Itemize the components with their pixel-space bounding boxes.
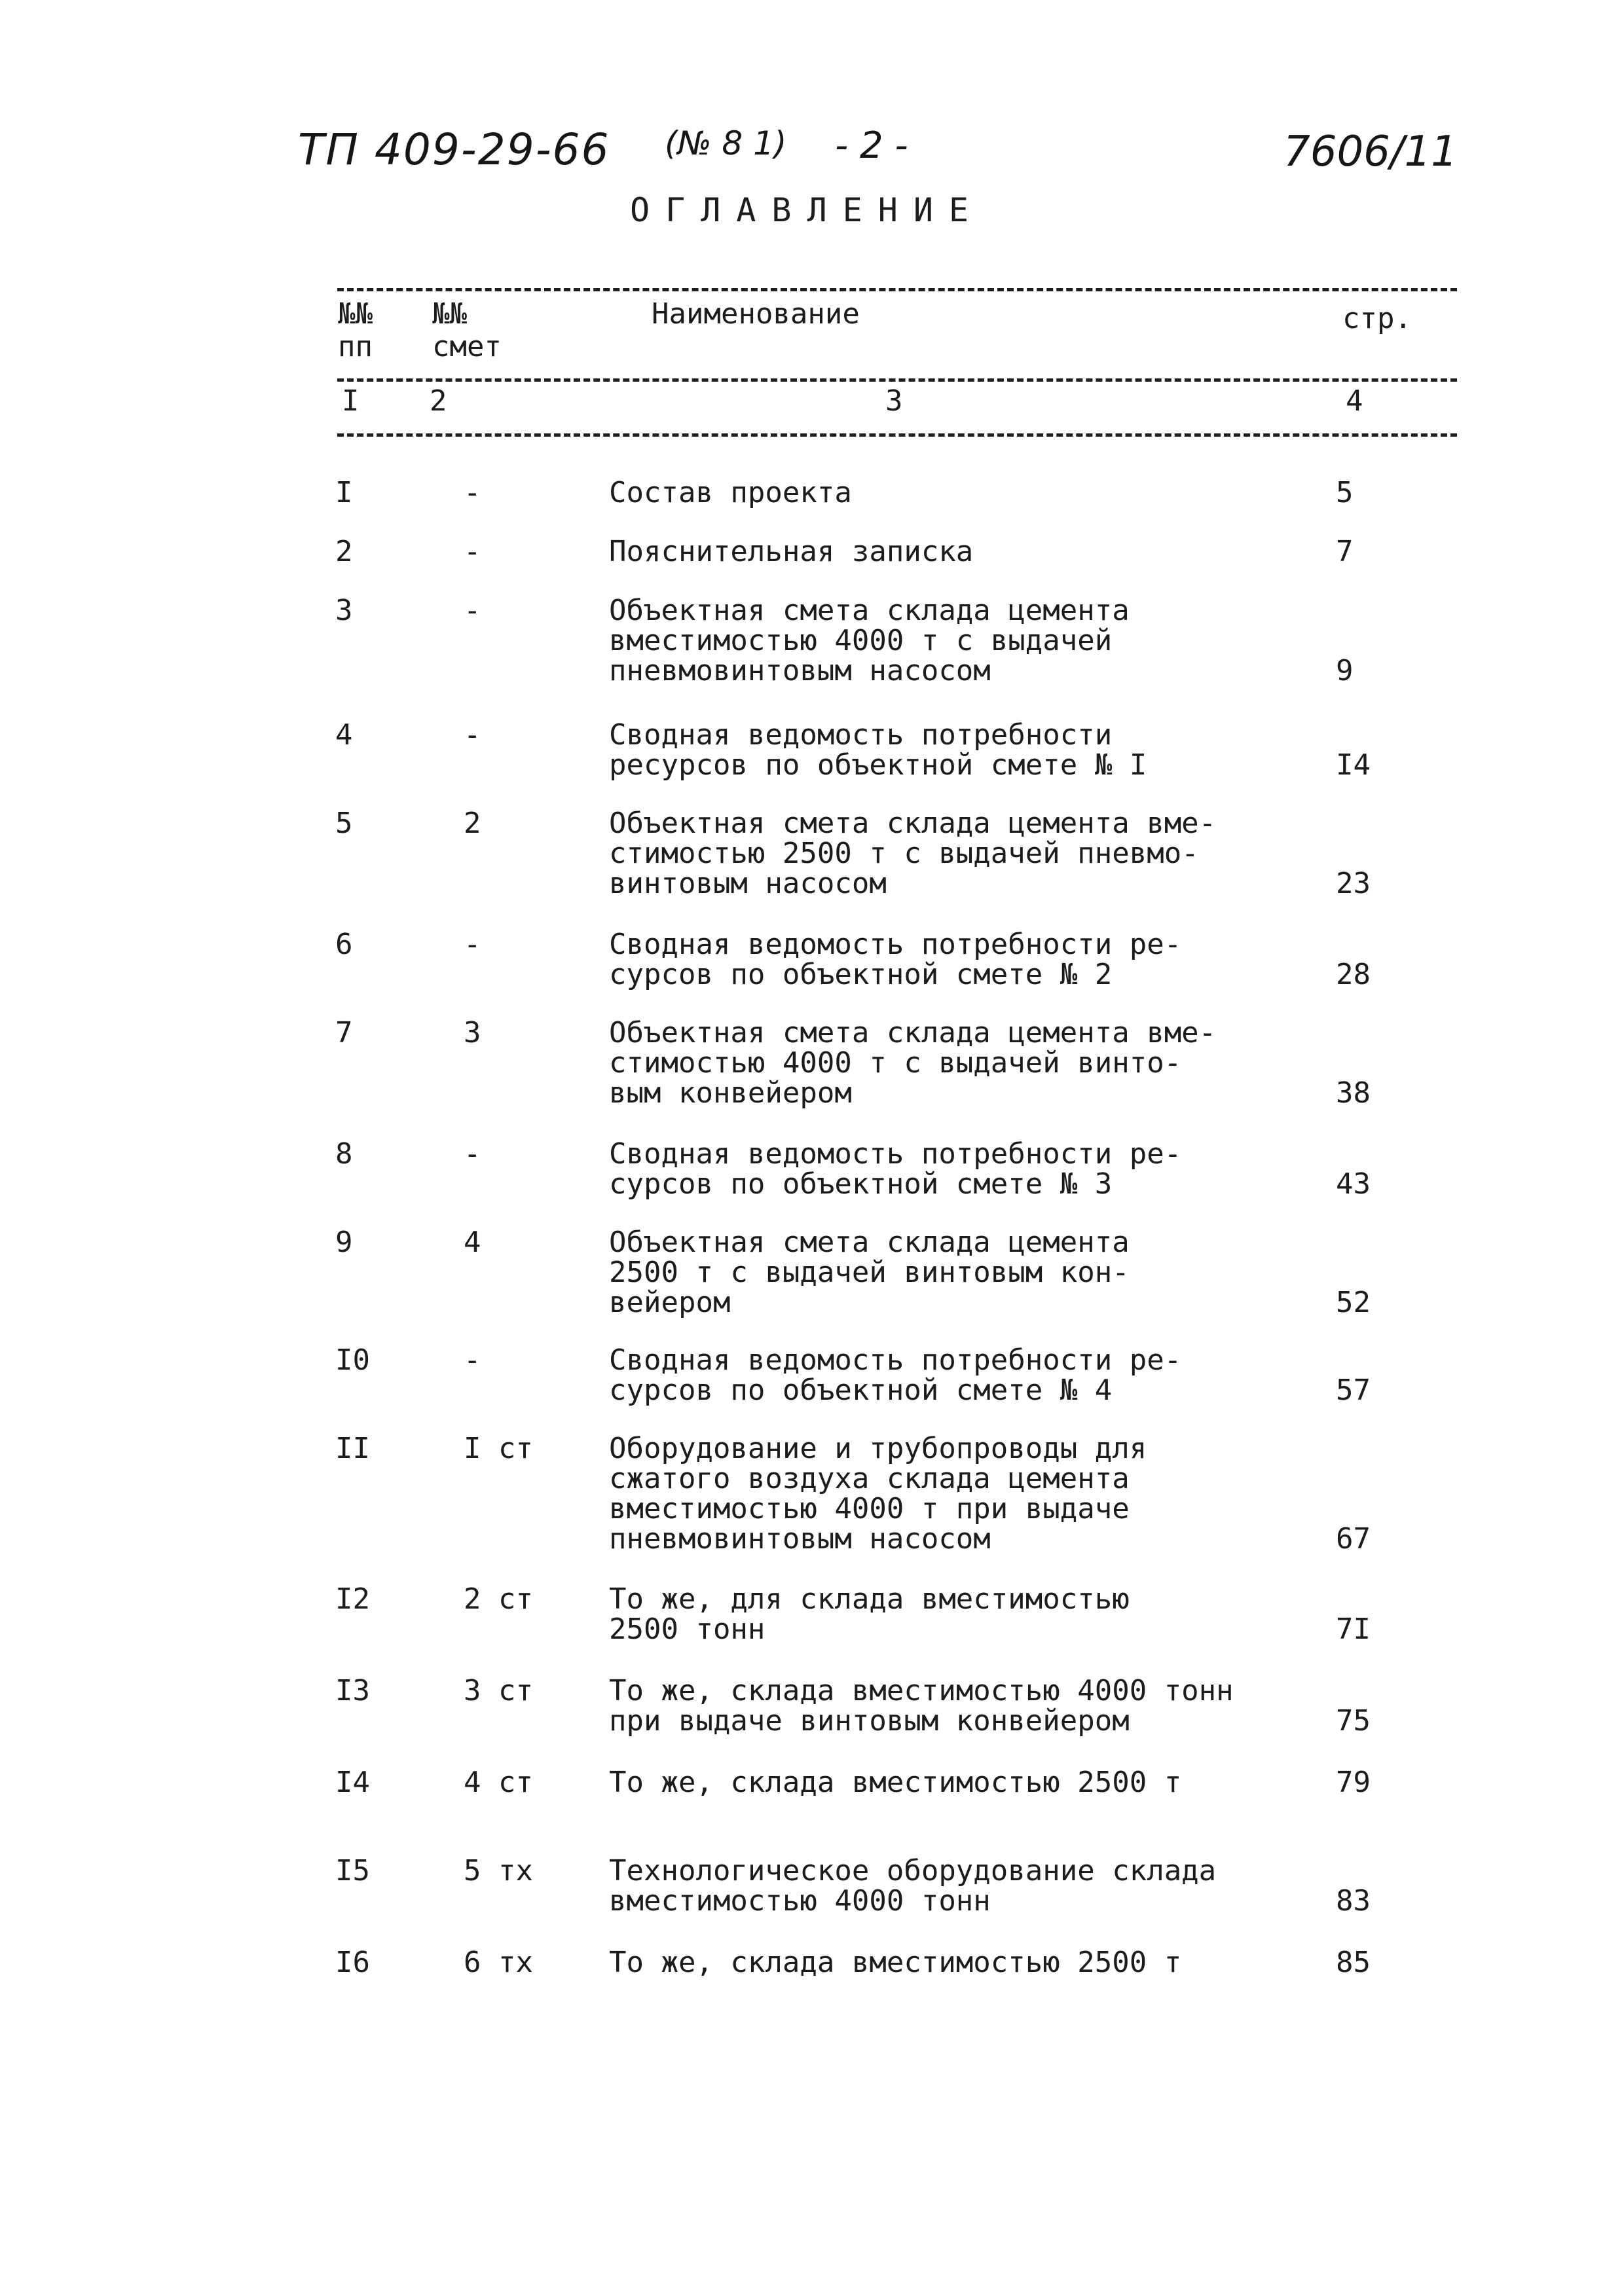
page-reference: 67 — [1336, 1522, 1371, 1556]
table-top-rule — [337, 288, 1457, 291]
page-reference: 75 — [1336, 1704, 1371, 1738]
row-number: I5 — [335, 1854, 370, 1887]
item-name: Объектная смета склада цемента 2500 т с выдачей винтовым кон- вейером — [609, 1226, 1130, 1319]
handwritten-note: (№ 8 1) — [665, 124, 787, 162]
page-reference: 28 — [1336, 958, 1371, 991]
estimate-number: - — [464, 535, 481, 568]
header-page: стр. — [1342, 302, 1412, 335]
item-name: Оборудование и трубопроводы для сжатого воздуха склада цемента вместимостью 4000 т при выдаче пневмовинтовым насосом — [609, 1432, 1147, 1556]
item-name: Технологическое оборудование склада вместимостью 4000 тонн — [609, 1854, 1217, 1918]
estimate-number: - — [464, 1137, 481, 1171]
column-number-3: 3 — [885, 384, 903, 418]
page-reference: 5 — [1336, 476, 1354, 509]
estimate-number: - — [464, 1343, 481, 1377]
item-name: Объектная смета склада цемента вме- стимостью 4000 т с выдачей винто- вым конвейером — [609, 1016, 1217, 1110]
column-numbers-rule — [337, 433, 1457, 437]
page-reference: 38 — [1336, 1076, 1371, 1110]
estimate-number: 5 тх — [464, 1854, 533, 1887]
page-reference: 85 — [1336, 1946, 1371, 1979]
row-number: 9 — [335, 1226, 353, 1259]
row-number: I — [335, 476, 353, 509]
item-name: Объектная смета склада цемента вме- стимостью 2500 т с выдачей пневмо- винтовым насосом — [609, 807, 1217, 900]
column-number-2: 2 — [430, 384, 447, 418]
column-number-4: 4 — [1346, 384, 1363, 418]
estimate-number: 6 тх — [464, 1946, 533, 1979]
page-reference: 57 — [1336, 1374, 1371, 1407]
estimate-number: - — [464, 718, 481, 752]
item-name: Пояснительная записка — [609, 535, 974, 568]
page-reference: 23 — [1336, 867, 1371, 900]
page-reference: I4 — [1336, 748, 1371, 782]
row-number: 3 — [335, 594, 353, 627]
row-number: 7 — [335, 1016, 353, 1049]
row-number: I4 — [335, 1766, 370, 1799]
estimate-number: 3 — [464, 1016, 481, 1049]
item-name: Объектная смета склада цемента вместимостью 4000 т с выдачей пневмовинтовым насосом — [609, 594, 1130, 687]
item-name: Сводная ведомость потребности ресурсов по объектной смете № I — [609, 718, 1147, 782]
estimate-number: - — [464, 594, 481, 627]
page-reference: 52 — [1336, 1286, 1371, 1319]
item-name: То же, склада вместимостью 4000 тонн при выдаче винтовым конвейером — [609, 1674, 1234, 1738]
page-reference: 7I — [1336, 1613, 1371, 1646]
item-name: Сводная ведомость потребности ре- сурсов по объектной смете № 2 — [609, 928, 1182, 991]
row-number: I3 — [335, 1674, 370, 1707]
page-reference: 9 — [1336, 654, 1354, 687]
estimate-number: I ст — [464, 1432, 533, 1465]
item-name: То же, для склада вместимостью 2500 тонн — [609, 1582, 1130, 1646]
row-number: 8 — [335, 1137, 353, 1171]
header-rule — [337, 378, 1457, 382]
estimate-number: 4 — [464, 1226, 481, 1259]
estimate-number: - — [464, 928, 481, 961]
row-number: II — [335, 1432, 370, 1465]
estimate-number: 3 ст — [464, 1674, 533, 1707]
item-name: Сводная ведомость потребности ре- сурсов по объектной смете № 3 — [609, 1137, 1182, 1201]
item-name: То же, склада вместимостью 2500 т — [609, 1946, 1182, 1979]
estimate-number: 4 ст — [464, 1766, 533, 1799]
header-name: Наименование — [652, 297, 860, 331]
page-reference: 79 — [1336, 1766, 1371, 1799]
row-number: I2 — [335, 1582, 370, 1616]
page-number: - 2 - — [835, 124, 908, 167]
header-row-number: №№ пп — [338, 297, 373, 363]
row-number: 2 — [335, 535, 353, 568]
item-name: Сводная ведомость потребности ре- сурсов по объектной смете № 4 — [609, 1343, 1182, 1407]
header-estimate-number: №№ смет — [432, 297, 502, 363]
item-name: Состав проекта — [609, 476, 852, 509]
page-reference: 7 — [1336, 535, 1354, 568]
item-name: То же, склада вместимостью 2500 т — [609, 1766, 1182, 1799]
row-number: 5 — [335, 807, 353, 840]
row-number: I0 — [335, 1343, 370, 1377]
estimate-number: 2 — [464, 807, 481, 840]
row-number: I6 — [335, 1946, 370, 1979]
page-title: ОГЛАВЛЕНИЕ — [630, 191, 985, 229]
row-number: 6 — [335, 928, 353, 961]
page-reference: 83 — [1336, 1884, 1371, 1918]
column-number-1: I — [342, 384, 360, 418]
estimate-number: - — [464, 476, 481, 509]
document-code: ТП 409-29-66 — [298, 124, 610, 175]
estimate-number: 2 ст — [464, 1582, 533, 1616]
sheet-id: 7606/11 — [1283, 128, 1458, 176]
page-reference: 43 — [1336, 1167, 1371, 1201]
row-number: 4 — [335, 718, 353, 752]
